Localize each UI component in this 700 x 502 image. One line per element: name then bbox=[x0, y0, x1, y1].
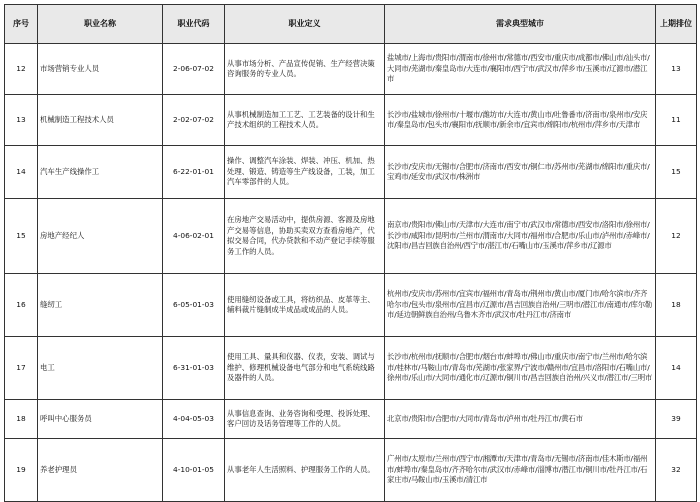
cell-name: 机械制造工程技术人员 bbox=[38, 95, 163, 146]
cell-code: 4-04-05-03 bbox=[163, 400, 225, 439]
cell-definition: 使用缝纫设备或工具，将纺织品、皮革等主、辅料裁片缝制成半成品或成品的人员。 bbox=[225, 274, 385, 337]
occupation-demand-table bbox=[4, 4, 697, 502]
table-row bbox=[5, 44, 697, 95]
cell-name: 呼叫中心服务员 bbox=[38, 400, 163, 439]
cell-code: 2-06-07-02 bbox=[163, 44, 225, 95]
cell-no: 12 bbox=[5, 44, 38, 95]
cell-cities: 长沙市/安庆市/无锡市/合肥市/济南市/西安市/铜仁市/苏州市/芜湖市/绵阳市/重庆市/宝鸡市/延安市/武汉市/株洲市 bbox=[385, 146, 656, 199]
cell-no: 14 bbox=[5, 146, 38, 199]
cell-cities: 长沙市/盐城市/徐州市/十堰市/潍坊市/大连市/黄山市/吐鲁番市/济南市/泉州市/安庆市/秦皇岛市/包头市/襄阳市/抚顺市/新余市/宜宾市/绵阳市/杭州市/萍乡市/天津市 bbox=[385, 95, 656, 146]
cell-cities: 盐城市/上海市/贵阳市/渭南市/徐州市/常德市/西安市/重庆市/成都市/佛山市/汕头市/大同市/芜湖市/秦皇岛市/大连市/襄阳市/西宁市/武汉市/萍乡市/玉溪市/辽源市/潜江市 bbox=[385, 44, 656, 95]
table-row bbox=[5, 274, 697, 337]
cell-definition: 操作、调整汽车涂装、焊装、冲压、机加、热处理、锻造、铸造等生产线设备，工装，加工汽车零部件的人员。 bbox=[225, 146, 385, 199]
cell-cities: 广州市/太原市/兰州市/西宁市/湘潭市/天津市/青岛市/无锡市/济南市/佳木斯市/福州市/蚌埠市/秦皇岛市/齐齐哈尔市/武汉市/赤峰市/淄博市/潜江市/铜川市/牡丹江市/石家庄市/马鞍山市/玉溪市/清江市 bbox=[385, 439, 656, 502]
table-row bbox=[5, 146, 697, 199]
cell-code: 4-06-02-01 bbox=[163, 199, 225, 274]
cell-code: 2-02-07-02 bbox=[163, 95, 225, 146]
header-no: 序号 bbox=[5, 5, 38, 44]
cell-no: 15 bbox=[5, 199, 38, 274]
cell-definition: 在房地产交易活动中，提供房源、客源及房地产交易等信息，协助买卖双方查看房地产，代拟交易合同，代办贷款和不动产登记手续等服务工作的人员。 bbox=[225, 199, 385, 274]
cell-rank: 12 bbox=[656, 199, 697, 274]
cell-rank: 39 bbox=[656, 400, 697, 439]
occupation-table-container bbox=[4, 4, 696, 485]
cell-no: 19 bbox=[5, 439, 38, 502]
cell-cities: 南京市/贵阳市/佛山市/天津市/大连市/南宁市/武汉市/常德市/西安市/洛阳市/徐州市/长沙市/咸阳市/昆明市/兰州市/渭南市/大同市/福州市/合肥市/乐山市/泸州市/赤峰市/沈阳市/昌吉回族自治州/西宁市/湛江市/石嘴山市/玉溪市/萍乡市/辽源市 bbox=[385, 199, 656, 274]
cell-rank: 14 bbox=[656, 337, 697, 400]
header-definition: 职业定义 bbox=[225, 5, 385, 44]
cell-definition: 从事信息查询、业务咨询和受理、投诉处理、客户回访及话务管理等工作的人员。 bbox=[225, 400, 385, 439]
cell-name: 缝纫工 bbox=[38, 274, 163, 337]
cell-name: 电工 bbox=[38, 337, 163, 400]
cell-name: 房地产经纪人 bbox=[38, 199, 163, 274]
cell-no: 16 bbox=[5, 274, 38, 337]
cell-rank: 18 bbox=[656, 274, 697, 337]
cell-rank: 15 bbox=[656, 146, 697, 199]
cell-rank: 11 bbox=[656, 95, 697, 146]
header-name: 职业名称 bbox=[38, 5, 163, 44]
cell-name: 汽车生产线操作工 bbox=[38, 146, 163, 199]
cell-definition: 从事市场分析、产品宣传促销、生产经营决策咨询服务的专业人员。 bbox=[225, 44, 385, 95]
cell-definition: 使用工具、量具和仪器、仪表，安装、调试与维护、修理机械设备电气部分和电气系统线路及器件的人员。 bbox=[225, 337, 385, 400]
cell-code: 6-05-01-03 bbox=[163, 274, 225, 337]
cell-no: 18 bbox=[5, 400, 38, 439]
cell-rank: 13 bbox=[656, 44, 697, 95]
table-row bbox=[5, 199, 697, 274]
cell-code: 6-22-01-01 bbox=[163, 146, 225, 199]
table-row bbox=[5, 439, 697, 502]
cell-code: 4-10-01-05 bbox=[163, 439, 225, 502]
table-row bbox=[5, 400, 697, 439]
cell-name: 市场营销专业人员 bbox=[38, 44, 163, 95]
cell-definition: 从事老年人生活照料、护理服务工作的人员。 bbox=[225, 439, 385, 502]
header-code: 职业代码 bbox=[163, 5, 225, 44]
cell-code: 6-31-01-03 bbox=[163, 337, 225, 400]
cell-no: 17 bbox=[5, 337, 38, 400]
cell-name: 养老护理员 bbox=[38, 439, 163, 502]
cell-cities: 杭州市/安庆市/苏州市/宜宾市/福州市/青岛市/荆州市/黄山市/厦门市/哈尔滨市/齐齐哈尔市/包头市/泉州市/宜昌市/辽源市/昌吉回族自治州/三明市/潜江市/南通市/库尔勒市/延边朝鲜族自治州/乌鲁木齐市/武汉市/牡丹江市/济南市 bbox=[385, 274, 656, 337]
cell-cities: 北京市/贵阳市/合肥市/大同市/青岛市/泸州市/牡丹江市/黄石市 bbox=[385, 400, 656, 439]
cell-definition: 从事机械制造加工工艺、工艺装备的设计和生产技术组织的工程技术人员。 bbox=[225, 95, 385, 146]
table-row bbox=[5, 95, 697, 146]
header-cities: 需求典型城市 bbox=[385, 5, 656, 44]
table-row bbox=[5, 337, 697, 400]
cell-no: 13 bbox=[5, 95, 38, 146]
cell-rank: 32 bbox=[656, 439, 697, 502]
header-rank: 上期排位 bbox=[656, 5, 697, 44]
cell-cities: 长沙市/杭州市/抚顺市/合肥市/烟台市/蚌埠市/佛山市/重庆市/南宁市/兰州市/哈尔滨市/桂林市/马鞍山市/青岛市/芜湖市/张家界/宁波市/赣州市/宜昌市/洛阳市/石嘴山市/徐州市/乐山市/大同市/通化市/辽源市/铜川市/昌吉回族自治州/兴义市/潜江市/三明市 bbox=[385, 337, 656, 400]
table-header-row bbox=[5, 5, 697, 44]
